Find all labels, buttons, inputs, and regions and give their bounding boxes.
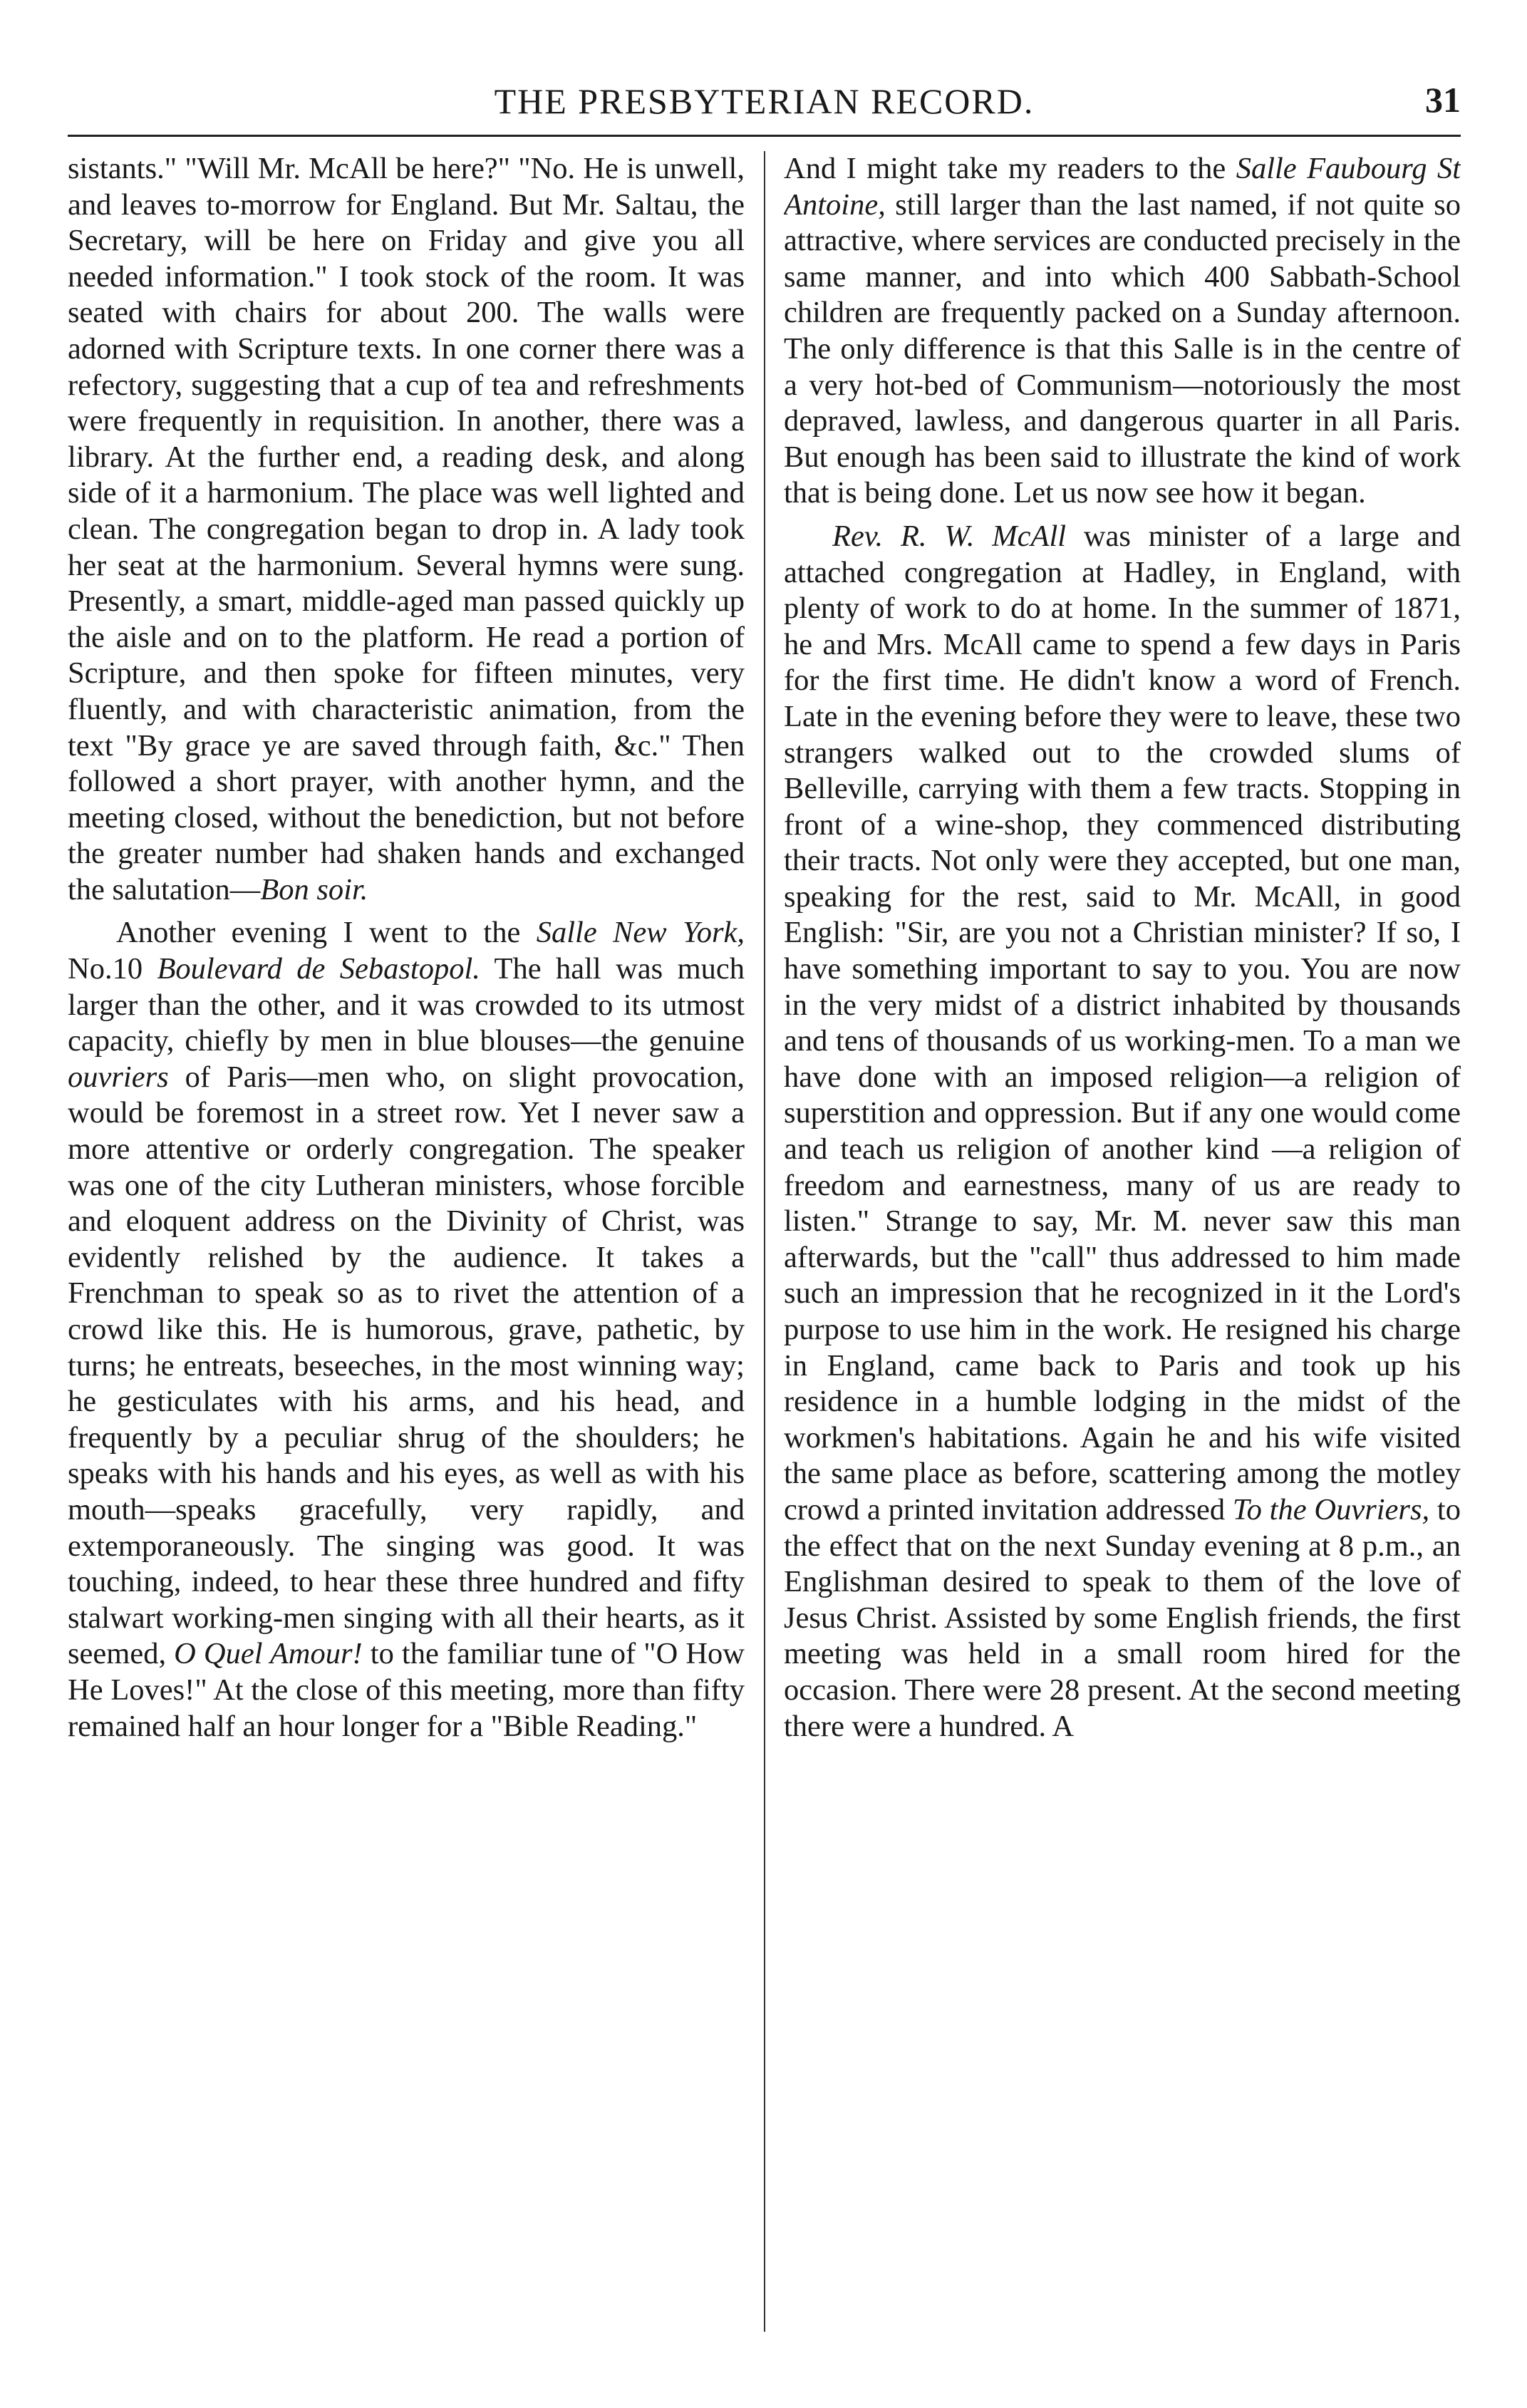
- right-column: [784, 151, 1461, 2339]
- journal-title: THE PRESBYTERIAN RECORD.: [494, 81, 1035, 121]
- paragraph: And I might take my readers to the Salle Faubourg St Antoine, still larger than the last named, if not quite so attractive, where services are conducted precisely in the same manner, and into which 400 Sabbath-School children are frequently packed on a Sunday afternoon. The only difference is that this Salle is in the centre of a very hot-bed of Communism—notoriously the most depraved, lawless, and dangerous quarter in all Paris. But enough has been said to illustrate the kind of work that is being done. Let us now see how it began.: [784, 152, 1461, 510]
- header-rule: [68, 135, 1461, 137]
- running-head: [68, 68, 1461, 132]
- paragraph: Rev. R. W. McAll was minister of a large and attached congregation at Hadley, in England, with plenty of work to do at home. In the summer of 1871, he and Mrs. McAll came to spend a few days in Paris for the first time. He didn't know a word of French. Late in the evening before they were to leave, these two strangers walked out to the crowded slums of Belleville, carrying with them a few tracts. Stopping in front of a wine-shop, they commenced distributing their tracts. Not only were they accepted, but one man, speaking for the rest, said to Mr. McAll, in good English: "Sir, are you not a Christian minister? If so, I have something important to say to you. You are now in the very midst of a district inhabited by thousands and tens of thousands of us working-men. To a man we have done with an imposed religion—a religion of superstition and oppression. But if any one would come and teach us religion of another kind —a religion of freedom and earnestness, many of us are ready to listen." Strange to say, Mr. M. never saw this man afterwards, but the "call" thus addressed to him made such an impression that he recognized in it the Lord's purpose to use him in the work. He resigned his charge in England, came back to Paris and took up his residence in a humble lodging in the midst of the workmen's habitations. Again he and his wife visited the same place as before, scattering among the motley crowd a printed invitation addressed To the Ouvriers, to the effect that on the next Sunday evening at 8 p.m., an Englishman desired to speak to them of the love of Jesus Christ. Assisted by some English friends, the first meeting was held in a small room hired for the occasion. There were 28 present. At the second meeting there were a hundred. A: [784, 519, 1461, 1743]
- page-number: 31: [1425, 80, 1461, 120]
- journal-page: [68, 68, 1461, 2362]
- left-column: [68, 151, 745, 2339]
- paragraph: Another evening I went to the Salle New York, No.10 Boulevard de Sebastopol. The hall was much larger than the other, and it was crowded to its utmost capacity, chiefly by men in blue blouses—the genuine ouvriers of Paris—men who, on slight provocation, would be foremost in a street row. Yet I never saw a more attentive or orderly congregation. The speaker was one of the city Lutheran ministers, whose forcible and eloquent address on the Divinity of Christ, was evidently relished by the audience. It takes a Frenchman to speak so as to rivet the attention of a crowd like this. He is humorous, grave, pathetic, by turns; he entreats, beseeches, in the most winning way; he gesticulates with his arms, and his head, and frequently by a peculiar shrug of the shoulders; he speaks with his hands and his eyes, as well as with his mouth—speaks gracefully, very rapidly, and extemporaneously. The singing was good. It was touching, indeed, to hear these three hundred and fifty stalwart working-men singing with all their hearts, as it seemed, O Quel Amour! to the familiar tune of "O How He Loves!" At the close of this meeting, more than fifty remained half an hour longer for a "Bible Reading.": [68, 916, 745, 1743]
- article-columns: [68, 151, 1461, 2339]
- column-divider: [764, 151, 765, 2332]
- paragraph: sistants." "Will Mr. McAll be here?" "No. He is unwell, and leaves to-morrow for England. But Mr. Saltau, the Secretary, will be here on Friday and give you all needed information." I took stock of the room. It was seated with chairs for about 200. The walls were adorned with Scripture texts. In one corner there was a refectory, suggesting that a cup of tea and refreshments were frequently in requisition. In another, there was a library. At the further end, a reading desk, and along side of it a harmonium. The place was well lighted and clean. The congregation began to drop in. A lady took her seat at the harmonium. Several hymns were sung. Presently, a smart, middle-aged man passed quickly up the aisle and on to the platform. He read a portion of Scripture, and then spoke for fifteen minutes, very fluently, and with characteristic animation, from the text "By grace ye are saved through faith, &c." Then followed a short prayer, with another hymn, and the meeting closed, without the benediction, but not before the greater number had shaken hands and exchanged the salutation—Bon soir.: [68, 152, 745, 906]
